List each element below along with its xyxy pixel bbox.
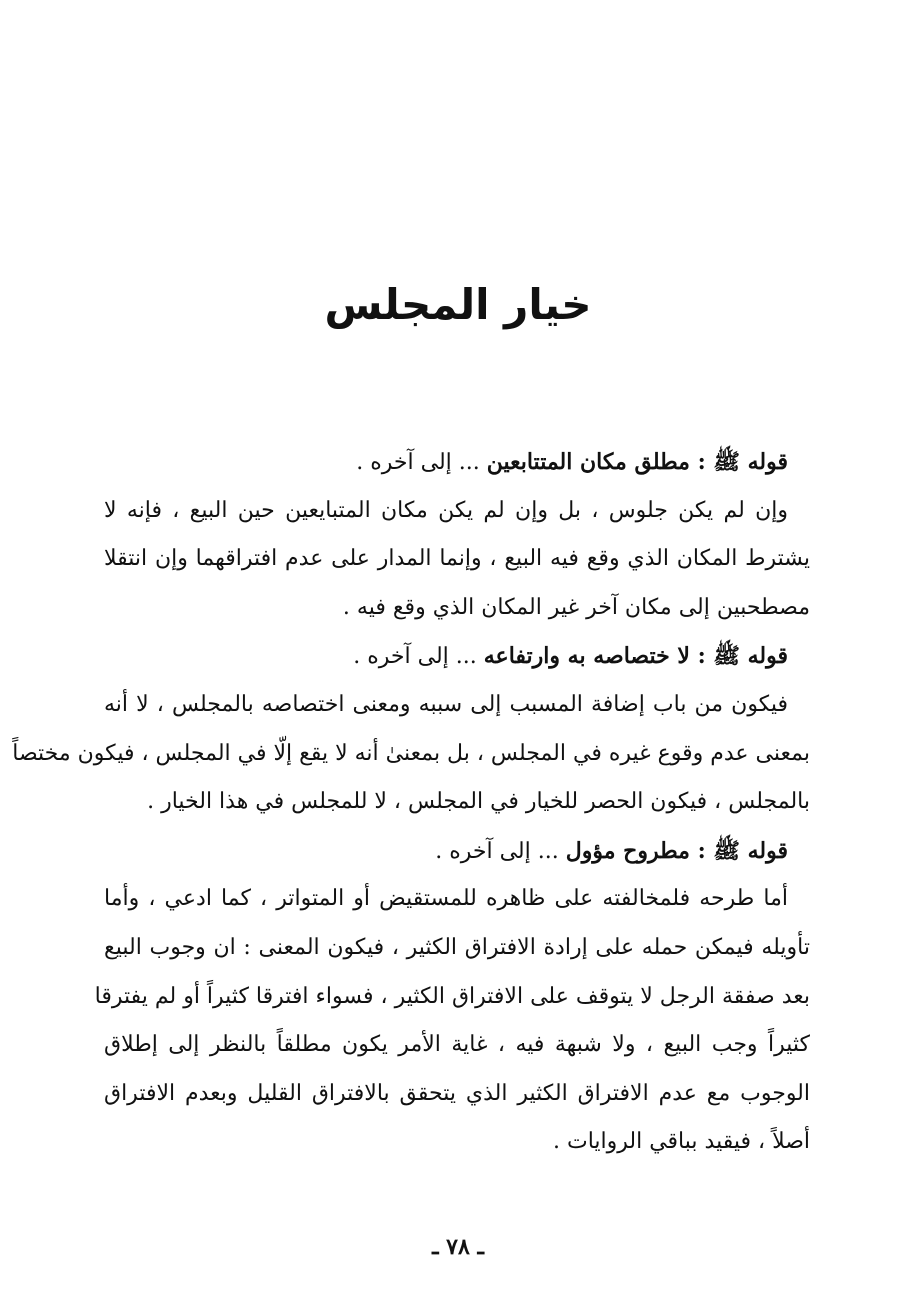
- heading-tail: ... إلى آخره .: [435, 838, 566, 864]
- text-line: كثيراً وجب البيع ، ولا شبهة فيه ، غاية الأمر يكون مطلقاً بالنظر إلى إطلاق: [104, 1032, 810, 1058]
- heading-tail: ... إلى آخره .: [356, 450, 487, 475]
- text-line: أما طرحه فلمخالفته على ظاهره للمستقيض أو المتواتر ، كما ادعي ، وأما: [104, 886, 788, 912]
- page-number: ـ ٧٨ ـ: [432, 1234, 484, 1260]
- section-heading: [104, 827, 810, 876]
- text-line: يشترط المكان الذي وقع فيه البيع ، وإنما المدار على عدم افتراقهما وإن انتقلا: [104, 546, 810, 572]
- heading-quote: قوله ﷺ : لا ختصاصه به وارتفاعه: [483, 643, 788, 670]
- text-line: بعد صفقة الرجل لا يتوقف على الافتراق الكثير ، فسواء افترقا كثيراً أو لم يفترقا: [94, 983, 810, 1009]
- section-heading: [104, 438, 810, 487]
- text-line: فيكون من باب إضافة المسبب إلى سببه ومعنى اختصاصه بالمجلس ، لا أنه: [104, 691, 788, 717]
- chapter-title: خيار المجلس: [324, 280, 592, 329]
- heading-quote: قوله ﷺ : مطلق مكان المتتابعين: [486, 449, 788, 475]
- text-line: الوجوب مع عدم الافتراق الكثير الذي يتحقق بالافتراق القليل وبعدم الافتراق: [104, 1080, 810, 1106]
- text-line: بمعنى عدم وقوع غيره في المجلس ، بل بمعنىٰ أنه لا يقع إلّا في المجلس ، فيكون مختصاً: [12, 740, 810, 766]
- text-line: تأويله فيمكن حمله على إرادة الافتراق الكثير ، فيكون المعنى : ان وجوب البيع: [104, 934, 810, 960]
- heading-tail: ... إلى آخره .: [353, 644, 484, 670]
- body-text: [12, 438, 810, 1167]
- text-line: بالمجلس ، فيكون الحصر للخيار في المجلس ، لا للمجلس في هذا الخيار .: [147, 789, 810, 815]
- heading-quote: قوله ﷺ : مطروح مؤول: [565, 837, 788, 864]
- section-heading: [104, 632, 810, 681]
- text-line: مصطحبين إلى مكان آخر غير المكان الذي وقع فيه .: [342, 594, 810, 620]
- text-line: أصلاً ، فيقيد بباقي الروايات .: [553, 1129, 810, 1155]
- text-line: وإن لم يكن جلوس ، بل وإن لم يكن مكان المتبايعين حين البيع ، فإنه لا: [104, 497, 788, 523]
